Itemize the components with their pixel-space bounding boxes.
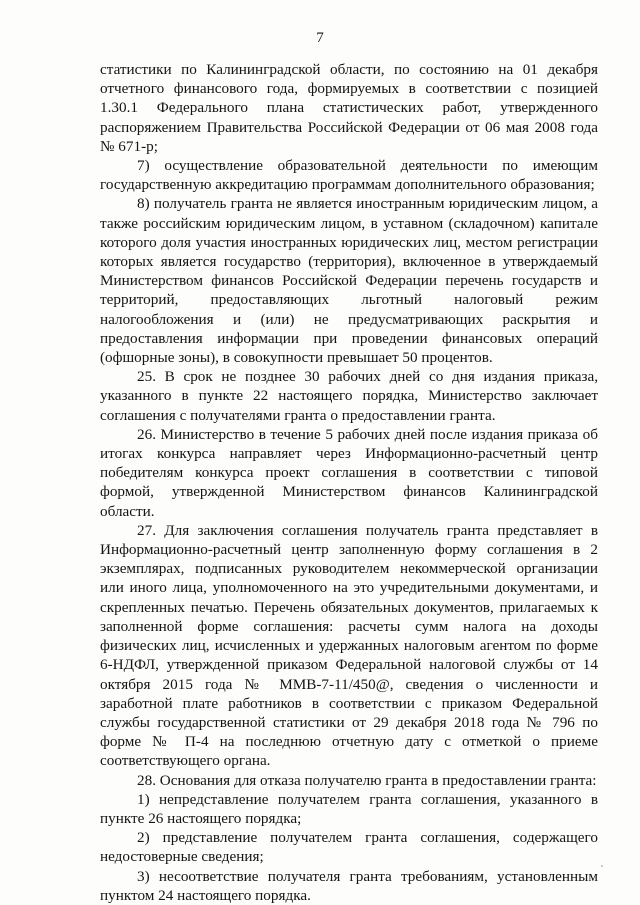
paragraph-item-7: 7) осуществление образовательной деятельности по имеющим государственную аккредитацию программам дополнительного образования; (100, 157, 598, 194)
paragraph-28-item-1: 1) непредставление получателем гранта соглашения, указанного в пункте 26 настоящего порядка; (100, 790, 598, 827)
paragraph-28-item-3: 3) несоответствие получателя гранта требованиям, установленным пунктом 24 настоящего порядка. (100, 867, 598, 904)
paragraph-item-8: 8) получатель гранта не является иностранным юридическим лицом, а также российским юридическим лицом, в уставном (складочном) капитале которого доля участия иностранных юридических лиц, местом регистрации которых является государство (территория), включенное в утверждаемый Министерством финансов Российской Федерации перечень государств и территорий, предоставляющих льготный налоговый режим налогообложения и (или) не предусматривающих раскрытия и предоставления информации при проведении финансовых операций (офшорные зоны), в совокупности превышает 50 процентов. (100, 195, 598, 367)
paragraph-28-item-2: 2) представление получателем гранта соглашения, содержащего недостоверные сведения; (100, 829, 598, 866)
document-body (100, 60, 598, 905)
paragraph-26: 26. Министерство в течение 5 рабочих дней после издания приказа об итогах конкурса направляет через Информационно-расчетный центр победителям конкурса проект соглашения в соответствии с типовой формой, утвержденной Министерством финансов Калининградской области. (100, 425, 598, 520)
paragraph-27: 27. Для заключения соглашения получатель гранта представляет в Информационно-расчетный центр заполненную форму соглашения в 2 экземплярах, подписанных руководителем некоммерческой организации или иного лица, уполномоченного на это учредительными документами, и скрепленных печатью. Перечень обязательных документов, прилагаемых к заполненной форме соглашения: расчеты сумм налога на доходы физических лиц, исчисленных и удержанных налоговым агентом по форме 6-НДФЛ, утвержденной приказом Федеральной налоговой службы от 14 октября 2015 года № ММВ-7-11/450@, сведения о численности и заработной плате работников в соответствии с приказом Федеральной службы государственной статистики от 29 декабря 2018 года № 796 по форме № П-4 на последнюю отчетную дату с отметкой о приеме соответствующего органа. (100, 521, 598, 770)
paragraph-continuation: статистики по Калининградской области, по состоянию на 01 декабря отчетного финансового года, формируемых в соответствии с позицией 1.30.1 Федерального плана статистических работ, утвержденного распоряжением Правительства Российской Федерации от 06 мая 2008 года № 671-р; (100, 61, 598, 155)
paragraph-25: 25. В срок не позднее 30 рабочих дней со дня издания приказа, указанного в пункте 22 настоящего порядка, Министерство заключает соглашения с получателями гранта о предоставлении гранта. (100, 368, 598, 424)
scan-speck (601, 865, 603, 867)
page-number: 7 (316, 30, 324, 46)
paragraph-28: 28. Основания для отказа получателю гранта в предоставлении гранта: (137, 771, 597, 789)
